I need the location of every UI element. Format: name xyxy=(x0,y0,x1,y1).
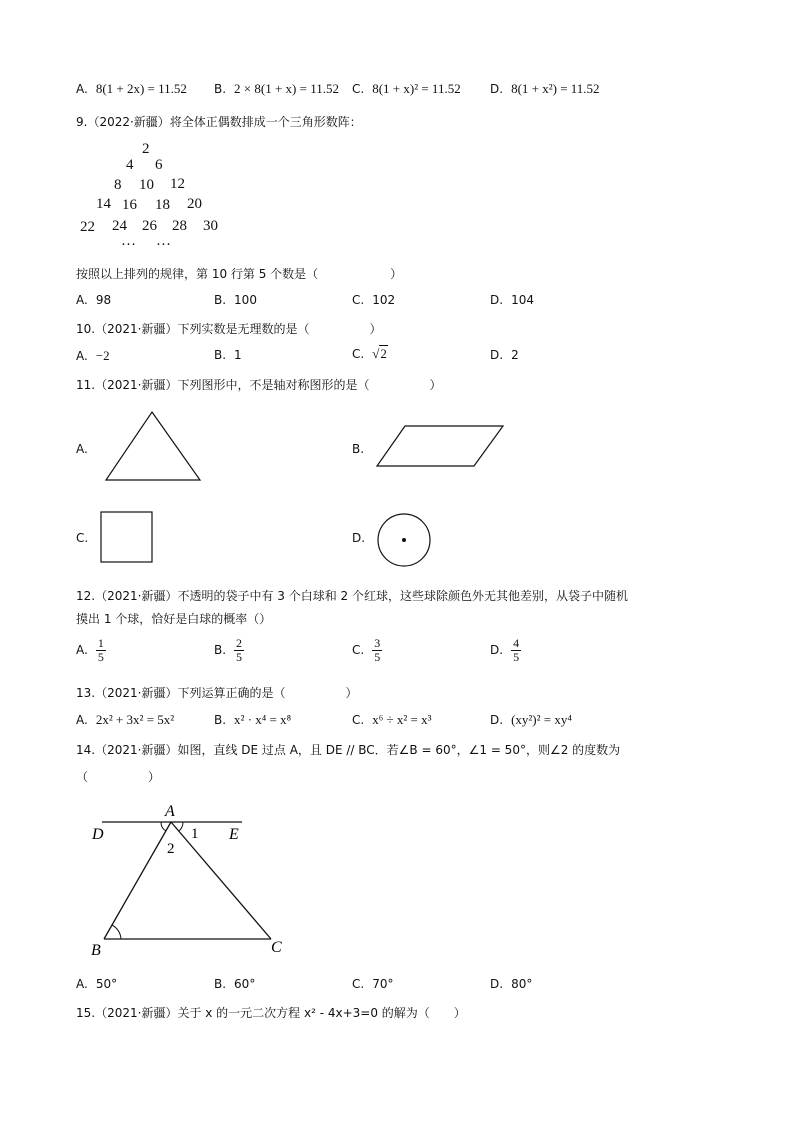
angle-2-arc xyxy=(161,822,166,831)
q10-option-b: B. 1 xyxy=(214,348,242,362)
q15-stem: 15.（2021·新疆）关于 x 的一元二次方程 x² - 4x+3=0 的解为（ ） xyxy=(76,1006,466,1020)
q12-option-a: A. $\frac{1}{5}$ xyxy=(76,636,104,664)
q8-option-a-expr: 8(1 + 2x) = 11.52 xyxy=(95,81,187,96)
label-d: D xyxy=(92,826,104,843)
q13-option-c: C. x⁶ ÷ x² = x³ xyxy=(352,712,432,727)
q8-option-a: A. 8(1 + 2x) = 11.52 xyxy=(76,81,187,96)
label-e: E xyxy=(229,826,239,843)
square-shape xyxy=(101,512,152,562)
q9-stem: 9.（2022·新疆）将全体正偶数排成一个三角形数阵： xyxy=(76,115,362,129)
q10-option-c: C. √2 xyxy=(352,346,387,361)
parallelogram-shape xyxy=(377,426,503,466)
label-b: B xyxy=(91,942,101,959)
q9-option-c: C. 102 xyxy=(352,293,396,307)
q12-line2: 摸出 1 个球，恰好是白球的概率（） xyxy=(76,612,272,626)
q12-option-c: C. $\frac{3}{5}$ xyxy=(352,636,381,664)
label-angle-1: 1 xyxy=(191,826,199,842)
q10-option-d: D. 2 xyxy=(490,348,519,362)
tri-num: 20 xyxy=(187,196,202,212)
fraction: $\frac{2}{5}$ xyxy=(236,636,243,664)
tri-num: 26 xyxy=(142,218,157,234)
q13-stem: 13.（2021·新疆）下列运算正确的是（ ） xyxy=(76,686,358,700)
q11-option-a-label: A. xyxy=(76,442,88,456)
fraction: $\frac{1}{5}$ xyxy=(97,636,104,664)
q8-option-c-expr: 8(1 + x)² = 11.52 xyxy=(372,81,461,96)
q13-option-d: D. (xy²)² = xy⁴ xyxy=(490,712,572,727)
segment-ab xyxy=(104,822,171,939)
q8-option-b: B. 2 × 8(1 + x) = 11.52 xyxy=(214,81,339,96)
fraction: $\frac{3}{5}$ xyxy=(374,636,381,664)
tri-num: 24 xyxy=(112,218,127,234)
q9-option-d: D. 104 xyxy=(490,293,534,307)
tri-num: 8 xyxy=(114,177,122,193)
q14-stem: 14.（2021·新疆）如图，直线 DE 过点 A，且 DE // BC．若∠B = 60°，∠1 = 50°，则∠2 的度数为 xyxy=(76,743,621,757)
circle-center-dot xyxy=(402,538,406,542)
q11-option-b-label: B. xyxy=(352,442,365,456)
q14-option-d: D. 80° xyxy=(490,977,533,991)
q10-option-a: A. −2 xyxy=(76,348,110,363)
tri-num: 4 xyxy=(126,157,134,173)
triangle-shape xyxy=(106,412,200,480)
q13-option-b: B. x² · x⁴ = x⁸ xyxy=(214,712,292,727)
tri-num: 28 xyxy=(172,218,187,234)
circle-figure xyxy=(375,511,433,569)
q14-geometry-figure xyxy=(86,798,296,962)
q14-option-b: B. 60° xyxy=(214,977,256,991)
q11-stem: 11.（2021·新疆）下列图形中，不是轴对称图形的是（ ） xyxy=(76,378,442,392)
tri-num: 30 xyxy=(203,218,218,234)
tri-num: 6 xyxy=(155,157,163,173)
q13-option-a: A. 2x² + 3x² = 5x² xyxy=(76,712,175,727)
q8-option-d: D. 8(1 + x²) = 11.52 xyxy=(490,81,600,96)
tri-num: 14 xyxy=(96,196,111,212)
q14-option-a: A. 50° xyxy=(76,977,118,991)
square-figure xyxy=(98,509,156,565)
tri-num: 16 xyxy=(122,197,137,213)
q9-option-b: B. 100 xyxy=(214,293,257,307)
angle-b-arc xyxy=(112,925,121,939)
tri-num: 12 xyxy=(170,176,185,192)
q14-stem-blank: （ ） xyxy=(76,770,161,784)
triangle-figure xyxy=(102,410,204,484)
q9-question: 按照以上排列的规律，第 10 行第 5 个数是（ ） xyxy=(76,267,403,281)
angle-1-arc xyxy=(179,822,183,831)
tri-ellipsis: … xyxy=(121,233,136,249)
label-c: C xyxy=(271,939,282,956)
label-a: A xyxy=(165,803,175,820)
parallelogram-figure xyxy=(374,423,506,469)
tri-num: 2 xyxy=(142,141,150,157)
q10-stem: 10.（2021·新疆）下列实数是无理数的是（ ） xyxy=(76,322,382,336)
q8-option-c: C. 8(1 + x)² = 11.52 xyxy=(352,81,461,96)
q12-line1: 12.（2021·新疆）不透明的袋子中有 3 个白球和 2 个红球，这些球除颜色外无其他差别，从袋子中随机 xyxy=(76,589,628,603)
q12-option-b: B. $\frac{2}{5}$ xyxy=(214,636,243,664)
q11-option-d-label: D. xyxy=(352,531,366,545)
label-angle-2: 2 xyxy=(167,841,175,857)
q12-option-d: D. $\frac{4}{5}$ xyxy=(490,636,520,664)
q8-option-b-expr: 2 × 8(1 + x) = 11.52 xyxy=(234,81,339,96)
tri-num: 18 xyxy=(155,197,170,213)
q9-option-a: A. 98 xyxy=(76,293,112,307)
q14-option-c: C. 70° xyxy=(352,977,394,991)
tri-num: 10 xyxy=(139,177,154,193)
sqrt-radicand: 2 xyxy=(380,346,387,361)
q11-option-c-label: C. xyxy=(76,531,89,545)
sqrt-symbol: √ xyxy=(372,346,380,361)
q8-option-d-expr: 8(1 + x²) = 11.52 xyxy=(511,81,600,96)
tri-ellipsis: … xyxy=(156,233,171,249)
fraction: $\frac{4}{5}$ xyxy=(513,636,520,664)
tri-num: 22 xyxy=(80,219,95,235)
segment-ac xyxy=(171,822,271,939)
